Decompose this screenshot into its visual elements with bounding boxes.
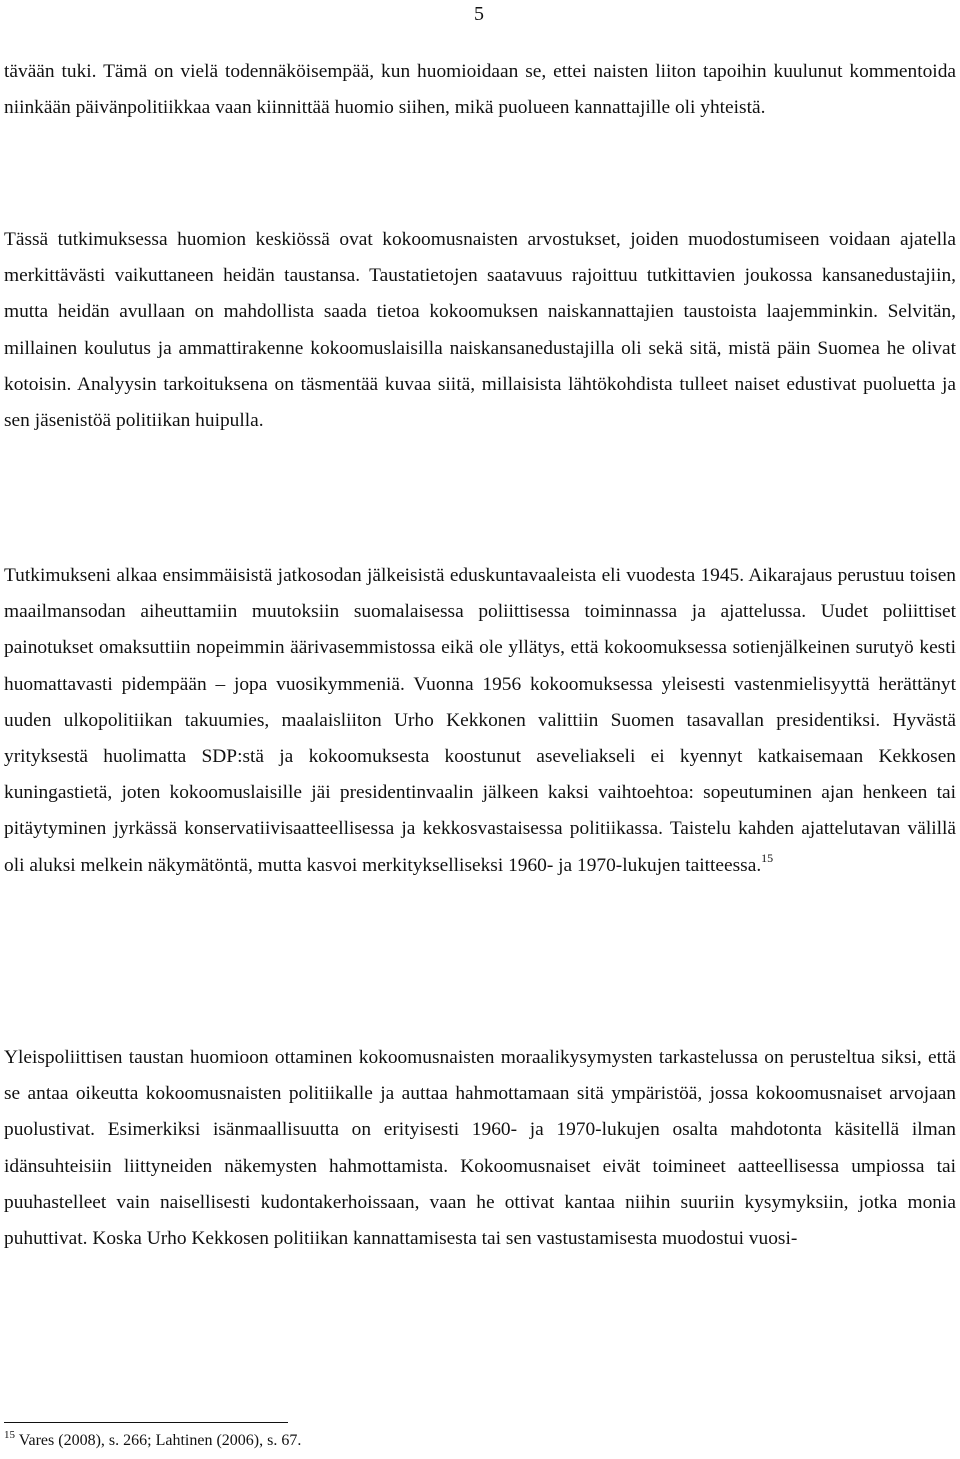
paragraph-2: Tässä tutkimuksessa huomion keskiössä ovat kokoomusnaisten arvostukset, joiden muodostumiseen voidaan ajatella merkittävästi vaikuttaneen heidän taustansa. Taustatietojen saatavuus rajoittuu tutkittavien joukossa kansanedustajiin, mutta heidän avullaan on mahdollista saada tietoa kokoomuksen naiskannattajien taustoista laajemminkin. Selvitän, millainen koulutus ja ammattirakenne kokoomuslaisilla naiskansanedustajilla oli sekä sitä, mistä päin Suomea he olivat kotoisin. Analyysin tarkoituksena on täsmentää kuvaa siitä, millaisista lähtökohdista tulleet naiset edustivat puoluetta ja sen jäsenistöä politiikan huipulla. (4, 229, 956, 432)
paragraph-4: Yleispoliittisen taustan huomioon ottaminen kokoomusnaisten moraalikysymysten tarkastelussa on perusteltua siksi, että se antaa oikeutta kokoomusnaisten politiikalle ja auttaa hahmottamaan sitä ympäristöä, jossa kokoomusnaiset arvojaan puolustivat. Esimerkiksi isänmaallisuutta on erityisesti 1960- ja 1970-lukujen osalta mahdotonta käsitellä ilman idänsuhteisiin liittyneiden näkemysten hahmottamista. Kokoomusnaiset eivät toimineet aatteellisessa umpiossa tai puuhastelleet vain naisellisesti kudontakerhoissaan, vaan he ottivat kantaa niihin suuriin kysymyksiin, jotka monia puhuttivat. Koska Urho Kekkosen politiikan kannattamisesta tai sen vastustamisesta muodostui vuosi- (4, 1047, 956, 1250)
footnote-reference[interactable]: 15 (761, 850, 774, 865)
footnote (4, 1430, 301, 1452)
paragraph-3-text: Tutkimukseni alkaa ensimmäisistä jatkosodan jälkeisistä eduskuntavaaleista eli vuodesta 1945. Aikarajaus perustuu toisen maailmansodan aiheuttamiin muutoksiin suomalaisessa poliittisessa toiminnassa ja ajattelussa. Uudet poliittiset painotukset omaksuttiin nopeimmin äärivasemmistossa eikä ole yllätys, että kokoomuksessa sotienjälkeinen surutyö kesti huomattavasti pidempään – jopa vuosikymmeniä. Vuonna 1956 kokoomuksessa yleisesti vastenmielisyyttä herättänyt uuden ulkopolitiikan takuumies, maalaisliiton Urho Kekkonen valittiin Suomen tasavallan presidentiksi. Hyvästä yrityksestä huolimatta SDP:stä ja kokoomuksesta koostunut aseveliakseli ei kyennyt katkaisemaan Kekkosen kuningastietä, joten kokoomuslaisille jäi presidentinvaalin jälkeen kaksi vaihtoehtoa: sopeutuminen ajan henkeen tai pitäytyminen jyrkässä konservatiivisaatteellisessa ja kekkosvastaisessa politiikassa. Taistelu kahden ajattelutavan välillä oli aluksi melkein näkymätöntä, mutta kasvoi merkitykselliseksi 1960- ja 1970-lukujen taitteessa. (4, 565, 956, 876)
footnote-divider (4, 1422, 288, 1423)
page-number: 5 (474, 3, 484, 25)
footnote-text: Vares (2008), s. 266; Lahtinen (2006), s. 67. (18, 1432, 302, 1449)
footnote-number: 15 (4, 1429, 15, 1441)
paragraph-3 (4, 558, 956, 884)
paragraph-1: tävään tuki. Tämä on vielä todennäköisempää, kun huomioidaan se, ettei naisten liiton tapoihin kuulunut kommentoida niinkään päivänpolitiikkaa vaan kiinnittää huomio siihen, mikä puolueen kannattajille oli yhteistä. (4, 61, 956, 119)
